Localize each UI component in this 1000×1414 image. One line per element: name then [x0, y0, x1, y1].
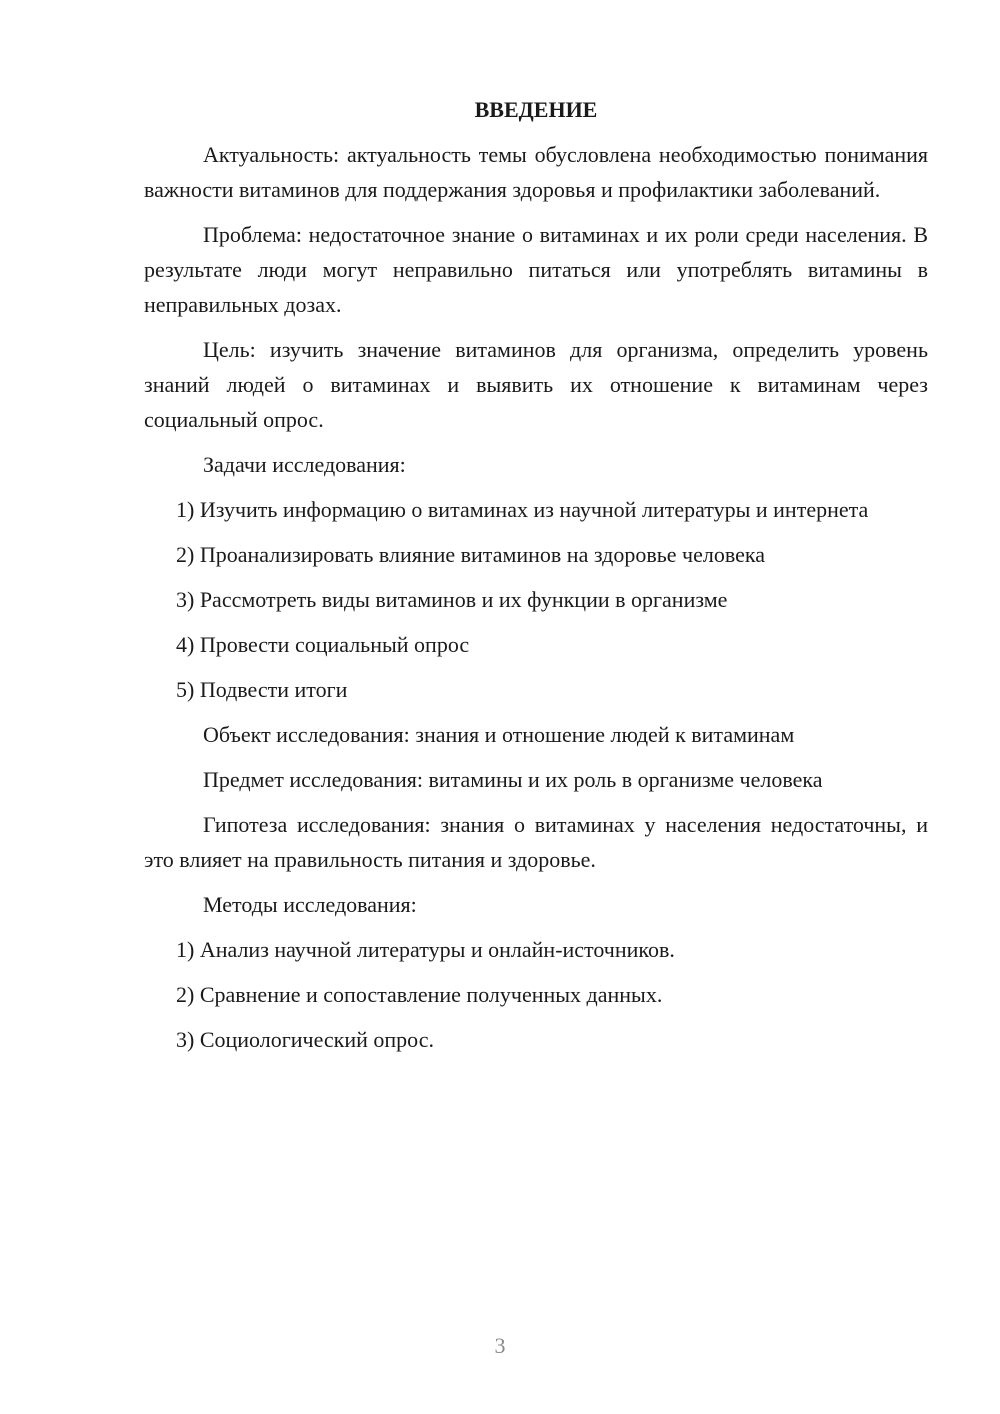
- hypothesis-paragraph: Гипотеза исследования: знания о витаминах у населения недостаточны, и это влияет на правильность питания и здоровье.: [144, 812, 928, 872]
- section-title: ВВЕДЕНИЕ: [474, 97, 598, 122]
- methods-heading: Методы исследования:: [203, 892, 417, 917]
- relevance-paragraph: Актуальность: актуальность темы обусловлена необходимостью понимания важности витаминов для поддержания здоровья и профилактики заболеваний.: [144, 142, 928, 202]
- method-item-2: 2) Сравнение и сопоставление полученных данных.: [176, 982, 663, 1007]
- task-item-5: 5) Подвести итоги: [176, 677, 348, 702]
- method-item-3: 3) Социологический опрос.: [176, 1027, 434, 1052]
- task-item-4: 4) Провести социальный опрос: [176, 632, 470, 657]
- method-item-1: 1) Анализ научной литературы и онлайн-источников.: [176, 937, 675, 962]
- goal-paragraph: Цель: изучить значение витаминов для организма, определить уровень знаний людей о витаминах и выявить их отношение к витаминам через социальный опрос.: [144, 337, 928, 432]
- problem-paragraph: Проблема: недостаточное знание о витаминах и их роли среди населения. В результате люди могут неправильно питаться или употреблять витамины в неправильных дозах.: [144, 222, 928, 317]
- task-item-1: 1) Изучить информацию о витаминах из научной литературы и интернета: [176, 497, 869, 522]
- task-item-2: 2) Проанализировать влияние витаминов на здоровье человека: [176, 542, 765, 567]
- subject-paragraph: Предмет исследования: витамины и их роль в организме человека: [203, 767, 823, 792]
- page-content: [144, 92, 928, 1067]
- page-number: 3: [494, 1333, 506, 1358]
- object-paragraph: Объект исследования: знания и отношение людей к витаминам: [203, 722, 795, 747]
- task-item-3: 3) Рассмотреть виды витаминов и их функции в организме: [176, 587, 728, 612]
- tasks-heading: Задачи исследования:: [203, 452, 406, 477]
